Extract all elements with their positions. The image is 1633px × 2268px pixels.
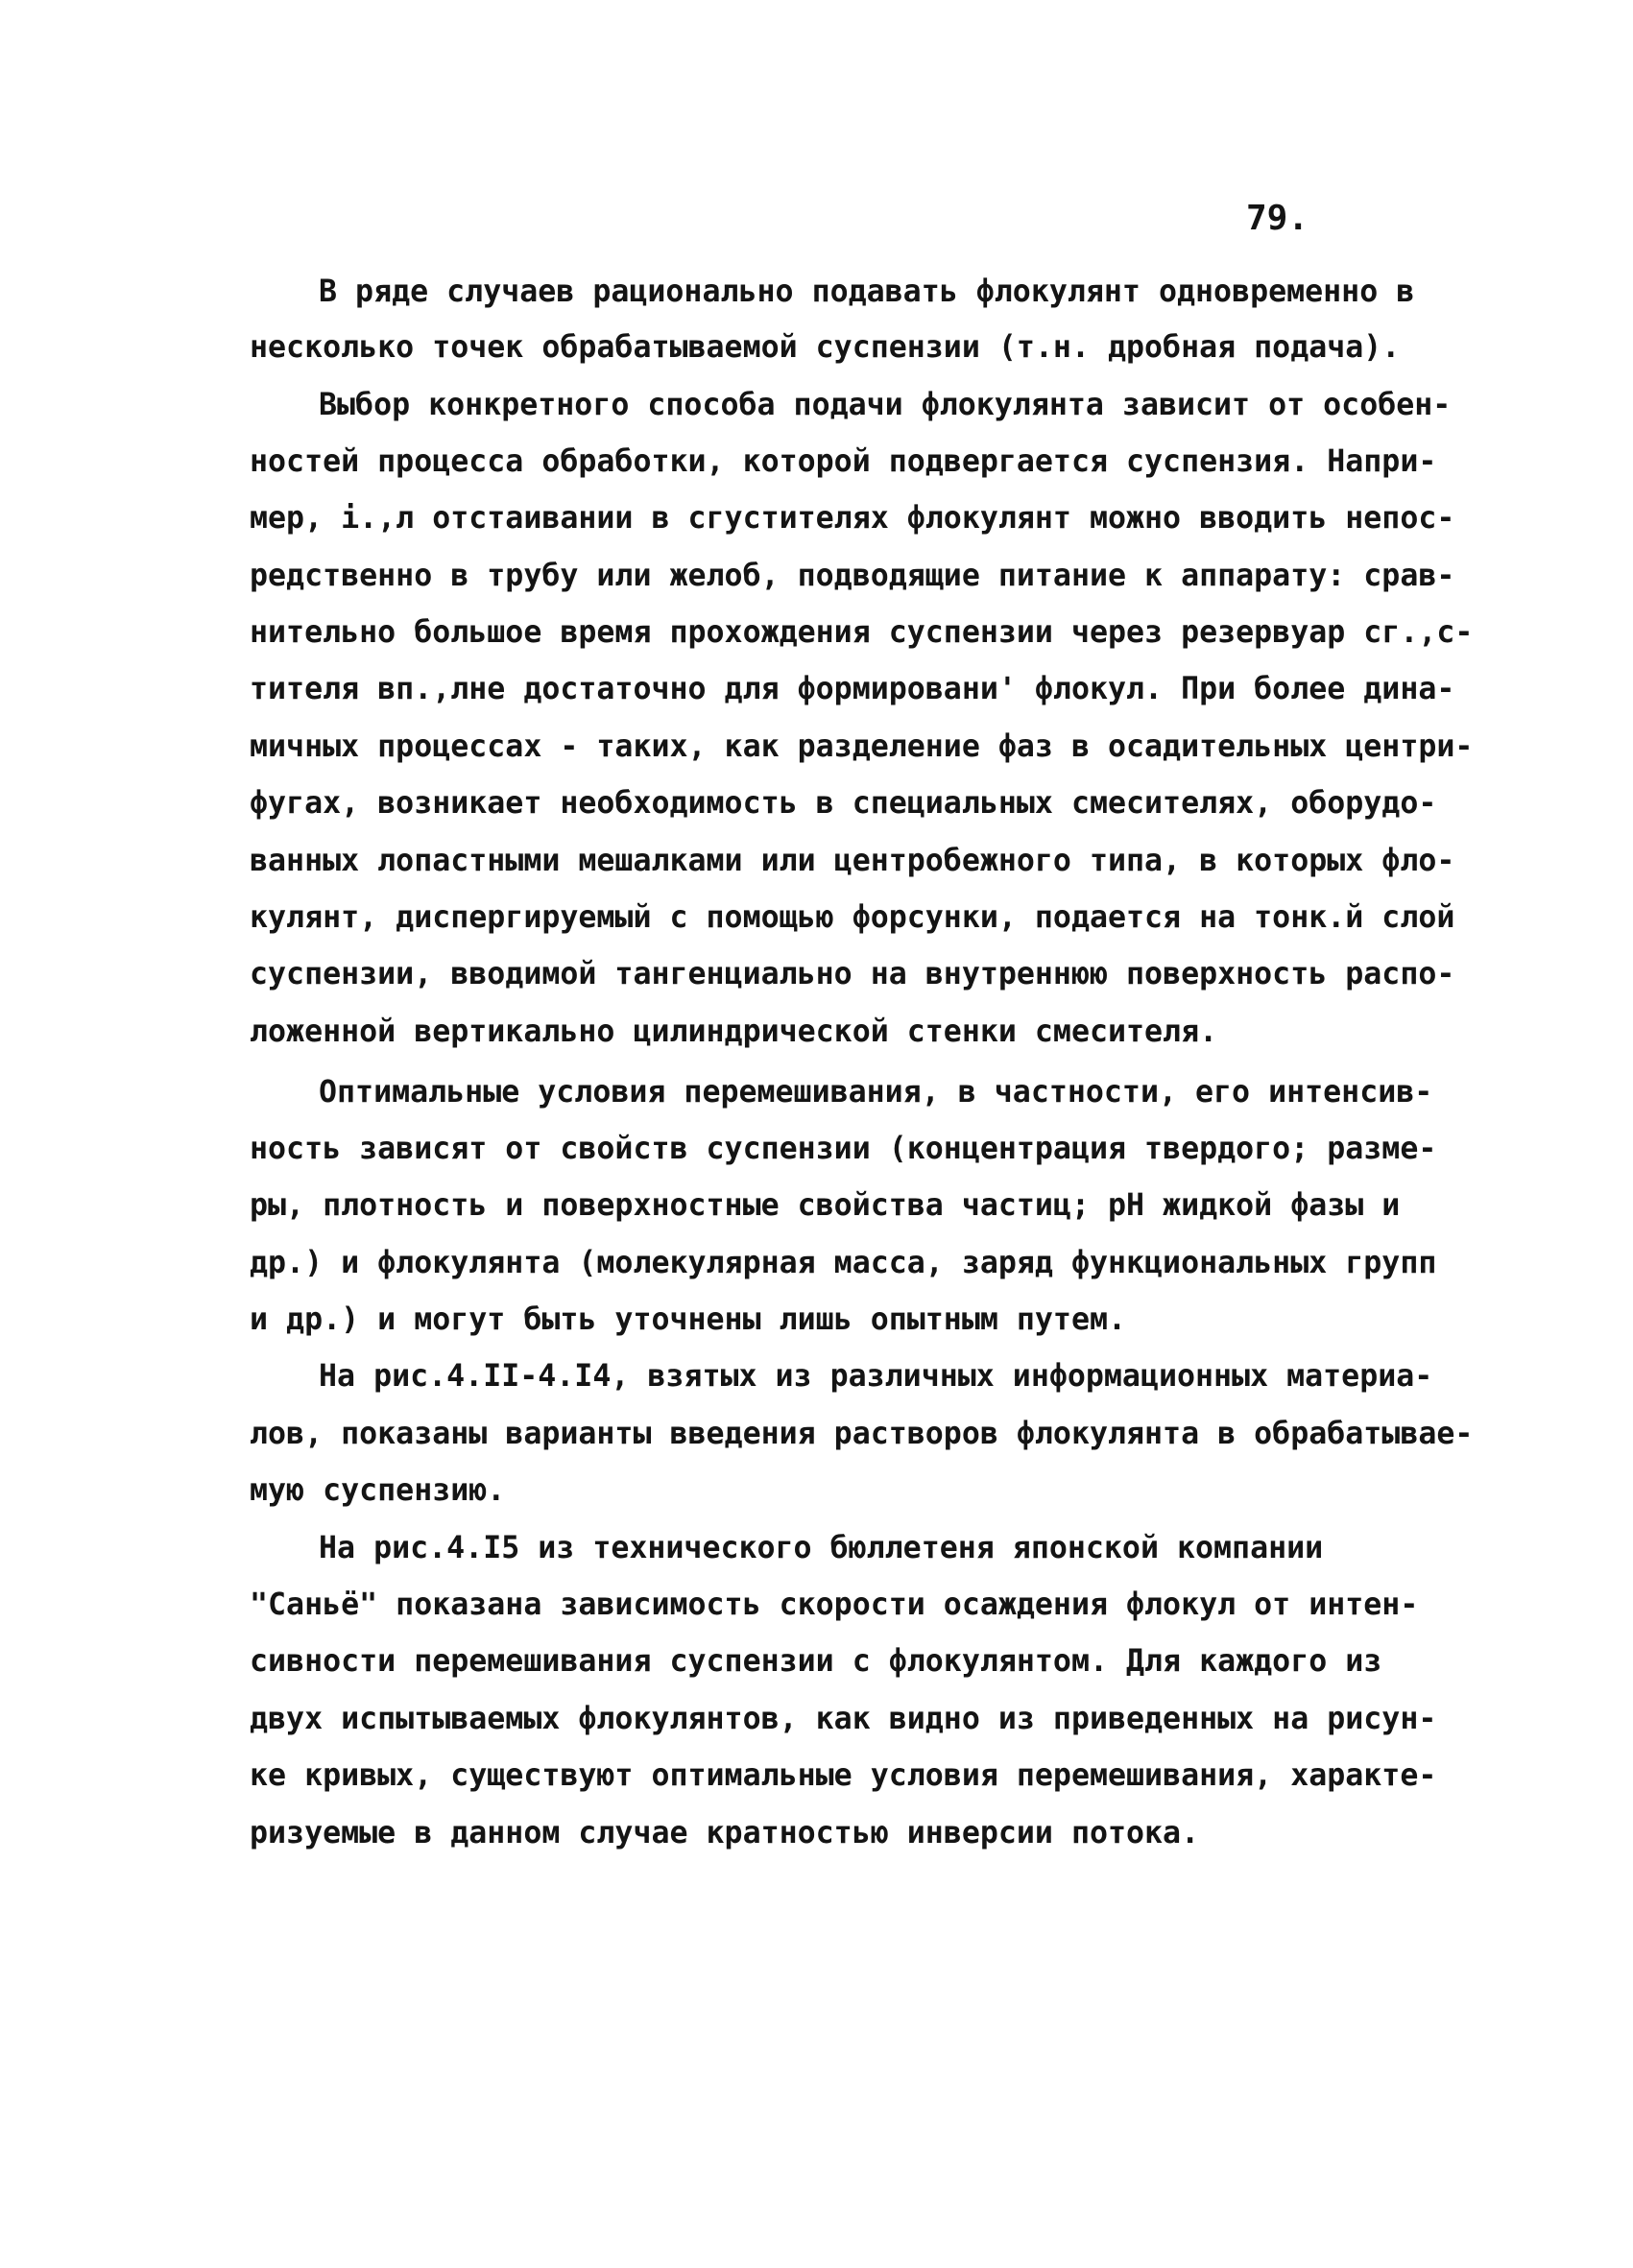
text-line: ке кривых, существуют оптимальные условия перемешивания, характе-	[250, 1758, 1437, 1793]
text-line: сивности перемешивания суспензии с флокулянтом. Для каждого из	[250, 1644, 1382, 1679]
text-line: ложенной вертикально цилиндрической стенки смесителя.	[250, 1015, 1218, 1049]
text-line: суспензии, вводимой тангенциально на внутреннюю поверхность распо-	[250, 957, 1455, 991]
text-line: др.) и флокулянта (молекулярная масса, заряд функциональных групп	[250, 1246, 1437, 1280]
text-line: ризуемые в данном случае кратностью инверсии потока.	[250, 1816, 1200, 1850]
text-line: ры, плотность и поверхностные свойства частиц; рН жидкой фазы и	[250, 1188, 1401, 1223]
text-line: несколько точек обрабатываемой суспензии (т.н. дробная подача).	[250, 330, 1401, 365]
text-line: Оптимальные условия перемешивания, в частности, его интенсив-	[319, 1075, 1433, 1110]
text-line: редственно в трубу или желоб, подводящие питание к аппарату: срав-	[250, 559, 1455, 593]
page-number: 79.	[1246, 199, 1309, 238]
text-line: ванных лопастными мешалками или центробежного типа, в которых фло-	[250, 844, 1455, 878]
text-line: тителя вп.,лне достаточно для формировани' флокул. При более дина-	[250, 672, 1455, 706]
text-line: Выбор конкретного способа подачи флокулянта зависит от особен-	[319, 388, 1452, 422]
text-line: лов, показаны варианты введения растворов флокулянта в обрабатывае-	[250, 1417, 1474, 1451]
text-line: На рис.4.II-4.I4, взятых из различных информационных материа-	[319, 1359, 1433, 1394]
text-line: мую суспензию.	[250, 1473, 506, 1508]
text-line: ность зависят от свойств суспензии (концентрация твердого; разме-	[250, 1132, 1437, 1166]
text-line: мичных процессах - таких, как разделение фаз в осадительных центри-	[250, 729, 1474, 764]
text-line: ностей процесса обработки, которой подвергается суспензия. Напри-	[250, 444, 1437, 479]
text-line: нительно большое время прохождения суспензии через резервуар сг.,с-	[250, 615, 1474, 650]
text-line: и др.) и могут быть уточнены лишь опытным путем.	[250, 1302, 1127, 1337]
text-line: фугах, возникает необходимость в специальных смесителях, оборудо-	[250, 786, 1437, 821]
text-line: двух испытываемых флокулянтов, как видно из приведенных на рисун-	[250, 1702, 1437, 1736]
text-line: кулянт, диспергируемый с помощью форсунки, подается на тонк.й слой	[250, 900, 1455, 935]
text-line: На рис.4.I5 из технического бюллетеня японской компании	[319, 1531, 1324, 1565]
text-line: В ряде случаев рационально подавать флокулянт одновременно в	[319, 275, 1415, 309]
text-line: мер, і.,л отстаивании в сгустителях флокулянт можно вводить непос-	[250, 501, 1455, 536]
text-line: "Саньё" показана зависимость скорости осаждения флокул от интен-	[250, 1588, 1419, 1622]
